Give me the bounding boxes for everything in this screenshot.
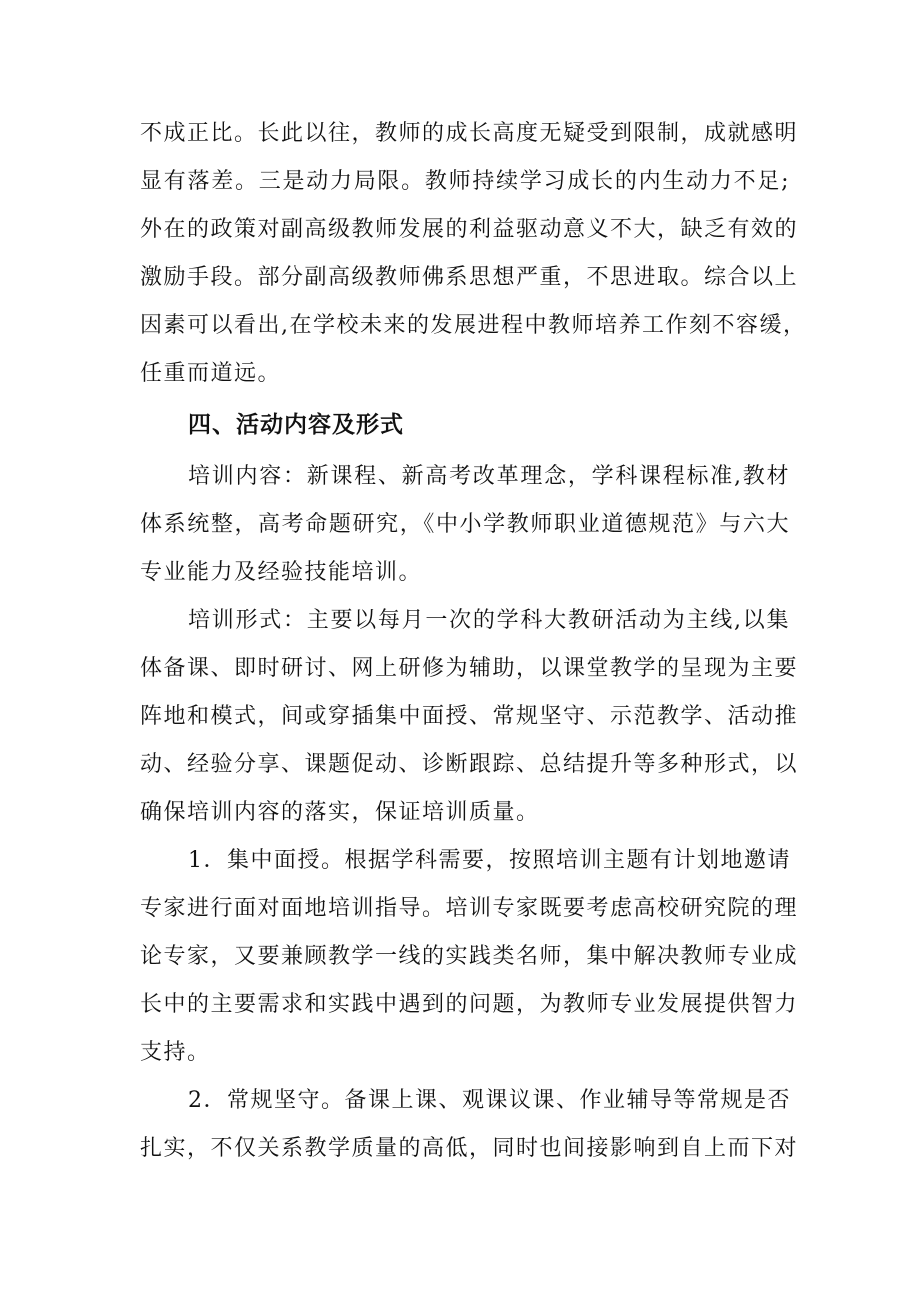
text-line: 不成正比。长此以往，教师的成长高度无疑受到限制，成就感明: [140, 121, 799, 146]
text-line: 阵地和模式，间或穿插集中面授、常规坚守、示范教学、活动推: [140, 704, 799, 729]
paragraph-training-format: [140, 597, 799, 837]
text-line: 因素可以看出,在学校未来的发展进程中教师培养工作刻不容缓，: [140, 313, 807, 338]
text-line: 外在的政策对副高级教师发展的利益驱动意义不大，缺乏有效的: [140, 217, 799, 242]
paragraph-centralized-lecture: [140, 837, 799, 1077]
text-line: 体系统整，高考命题研究，《中小学教师职业道德规范》与六大: [140, 512, 790, 537]
text-line: 1．集中面授。根据学科需要，按照培训主题有计划地邀请: [188, 848, 791, 873]
text-line: 专业能力及经验技能培训。: [140, 560, 423, 585]
text-line: 动、经验分享、课题促动、诊断跟踪、总结提升等多种形式，以: [140, 752, 799, 777]
text-line: 培训形式：主要以每月一次的学科大教研活动为主线,以集: [188, 608, 790, 633]
text-line: 2．常规坚守。备课上课、观课议课、作业辅导等常规是否: [188, 1088, 791, 1113]
text-line: 激励手段。部分副高级教师佛系思想严重，不思进取。综合以上: [140, 265, 799, 290]
text-line: 专家进行面对面地培训指导。培训专家既要考虑高校研究院的理: [140, 896, 799, 921]
paragraph-training-content: [140, 453, 790, 597]
text-line: 任重而道远。: [140, 361, 282, 386]
text-line: 确保培训内容的落实，保证培训质量。: [140, 800, 540, 825]
text-line: 扎实，不仅关系教学质量的高低，同时也间接影响到自上而下对: [140, 1136, 799, 1161]
text-line: 培训内容：新课程、新高考改革理念，学科课程标准,教材: [188, 464, 790, 489]
section-heading: 四、活动内容及形式: [188, 412, 404, 438]
document-body: [140, 110, 807, 1173]
text-line: 显有落差。三是动力局限。教师持续学习成长的内生动力不足;: [140, 169, 790, 194]
paragraph-teacher-limitations: [140, 110, 807, 398]
text-line: 长中的主要需求和实践中遇到的问题，为教师专业发展提供智力: [140, 992, 799, 1017]
text-line: 论专家，又要兼顾教学一线的实践类名师，集中解决教师专业成: [140, 944, 799, 969]
paragraph-routine-adherence: [140, 1077, 799, 1173]
text-line: 体备课、即时研讨、网上研修为辅助，以课堂教学的呈现为主要: [140, 656, 799, 681]
text-line: 支持。: [140, 1040, 211, 1065]
